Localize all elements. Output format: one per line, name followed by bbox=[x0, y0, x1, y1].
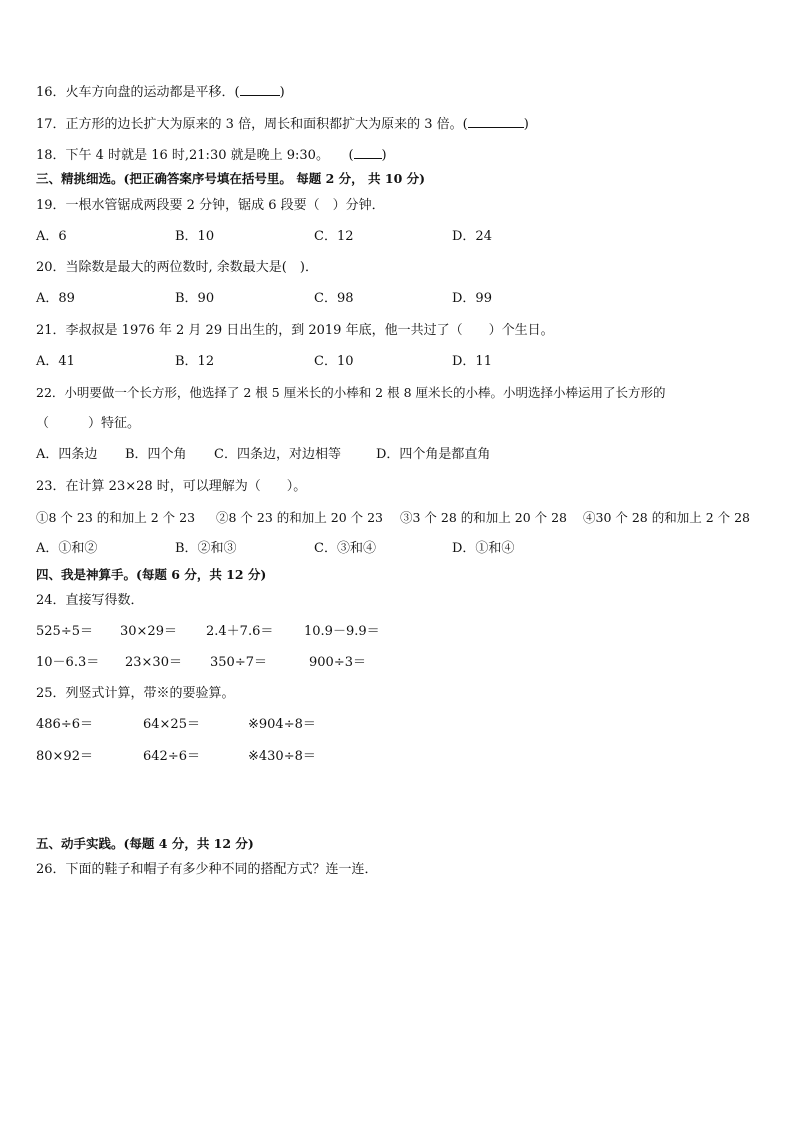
option-c[interactable]: C．10 bbox=[314, 354, 354, 369]
option-c[interactable]: C．98 bbox=[314, 291, 354, 306]
calc-item: ※430÷8＝ bbox=[248, 749, 316, 764]
question-22-text: 22．小明要做一个长方形，他选择了 2 根 5 厘米长的小棒和 2 根 8 厘米长的小棒。小明选择小棒运用了长方形的 bbox=[36, 385, 666, 400]
calc-item: 525÷5＝ bbox=[36, 624, 93, 639]
statement-4: ④30 个 28 的和加上 2 个 28 bbox=[583, 510, 751, 525]
calc-item: 80×92＝ bbox=[36, 749, 93, 764]
question-26-text: 26．下面的鞋子和帽子有多少种不同的搭配方式？连一连． bbox=[36, 862, 378, 877]
answer-blank-18[interactable] bbox=[354, 146, 382, 159]
calc-item: 486÷6＝ bbox=[36, 717, 93, 732]
option-c[interactable]: C．12 bbox=[314, 229, 354, 244]
calc-item: 2.4＋7.6＝ bbox=[206, 624, 274, 639]
calc-item: 30×29＝ bbox=[120, 624, 177, 639]
option-d[interactable]: D．99 bbox=[452, 291, 492, 306]
option-b[interactable]: B．12 bbox=[175, 354, 215, 369]
option-d[interactable]: D．11 bbox=[452, 354, 492, 369]
calc-item: 64×25＝ bbox=[143, 717, 200, 732]
question-16-text: 16．火车方向盘的运动都是平移．( bbox=[36, 85, 240, 100]
question-19-text: 19．一根水管锯成两段要 2 分钟，锯成 6 段要（ ）分钟． bbox=[36, 198, 385, 213]
statement-2: ②8 个 23 的和加上 20 个 23 bbox=[216, 510, 384, 525]
answer-blank-17[interactable] bbox=[468, 115, 524, 128]
calc-item: 642÷6＝ bbox=[143, 749, 200, 764]
option-d[interactable]: D．24 bbox=[452, 229, 492, 244]
option-a[interactable]: A．①和② bbox=[36, 541, 98, 556]
question-17-text: 17．正方形的边长扩大为原来的 3 倍，周长和面积都扩大为原来的 3 倍。( bbox=[36, 117, 468, 132]
section-5-title: 五、动手实践。(每题 4 分，共 12 分) bbox=[36, 836, 254, 851]
option-a[interactable]: A．89 bbox=[36, 291, 75, 306]
option-a[interactable]: A．41 bbox=[36, 354, 75, 369]
option-b[interactable]: B．10 bbox=[175, 229, 215, 244]
statement-1: ①8 个 23 的和加上 2 个 23 bbox=[36, 510, 196, 525]
question-21-text: 21．李叔叔是 1976 年 2 月 29 日出生的，到 2019 年底，他一共过了（ ）个生日。 bbox=[36, 323, 554, 338]
option-b[interactable]: B．②和③ bbox=[175, 541, 237, 556]
calc-item: 350÷7＝ bbox=[210, 655, 267, 670]
option-a[interactable]: A．6 bbox=[36, 229, 67, 244]
answer-blank-16[interactable] bbox=[240, 83, 280, 96]
question-24-text: 24．直接写得数． bbox=[36, 593, 144, 608]
calc-item: 900÷3＝ bbox=[309, 655, 366, 670]
question-18-text: 18．下午 4 时就是 16 时,21:30 就是晚上 9:30。 ( bbox=[36, 148, 354, 163]
question-18: 18．下午 4 时就是 16 时,21:30 就是晚上 9:30。 ( ) bbox=[36, 148, 387, 163]
calc-item: 23×30＝ bbox=[125, 655, 182, 670]
option-d[interactable]: D．①和④ bbox=[452, 541, 515, 556]
section-3-title: 三、精挑细选。(把正确答案序号填在括号里。 每题 2 分， 共 10 分) bbox=[36, 171, 426, 186]
statement-3: ③3 个 28 的和加上 20 个 28 bbox=[400, 510, 568, 525]
section-4-title: 四、我是神算手。(每题 6 分，共 12 分) bbox=[36, 567, 267, 582]
question-16: 16．火车方向盘的运动都是平移．( ) bbox=[36, 85, 285, 100]
calc-item: 10－6.3＝ bbox=[36, 655, 100, 670]
question-25-text: 25．列竖式计算，带※的要验算。 bbox=[36, 686, 235, 701]
question-22-text-2: （ ）特征。 bbox=[36, 416, 141, 431]
option-b[interactable]: B．四个角 bbox=[125, 447, 187, 462]
calc-item: 10.9－9.9＝ bbox=[304, 624, 380, 639]
question-20-text: 20．当除数是最大的两位数时, 余数最大是( )． bbox=[36, 260, 318, 275]
option-d[interactable]: D．四个角是都直角 bbox=[376, 447, 491, 462]
question-17: 17．正方形的边长扩大为原来的 3 倍，周长和面积都扩大为原来的 3 倍。( ) bbox=[36, 117, 529, 132]
question-23-text: 23．在计算 23×28 时，可以理解为（ ）。 bbox=[36, 479, 307, 494]
option-c[interactable]: C．③和④ bbox=[314, 541, 376, 556]
option-c[interactable]: C．四条边，对边相等 bbox=[214, 447, 341, 462]
option-b[interactable]: B．90 bbox=[175, 291, 215, 306]
option-a[interactable]: A．四条边 bbox=[36, 447, 98, 462]
calc-item: ※904÷8＝ bbox=[248, 717, 316, 732]
